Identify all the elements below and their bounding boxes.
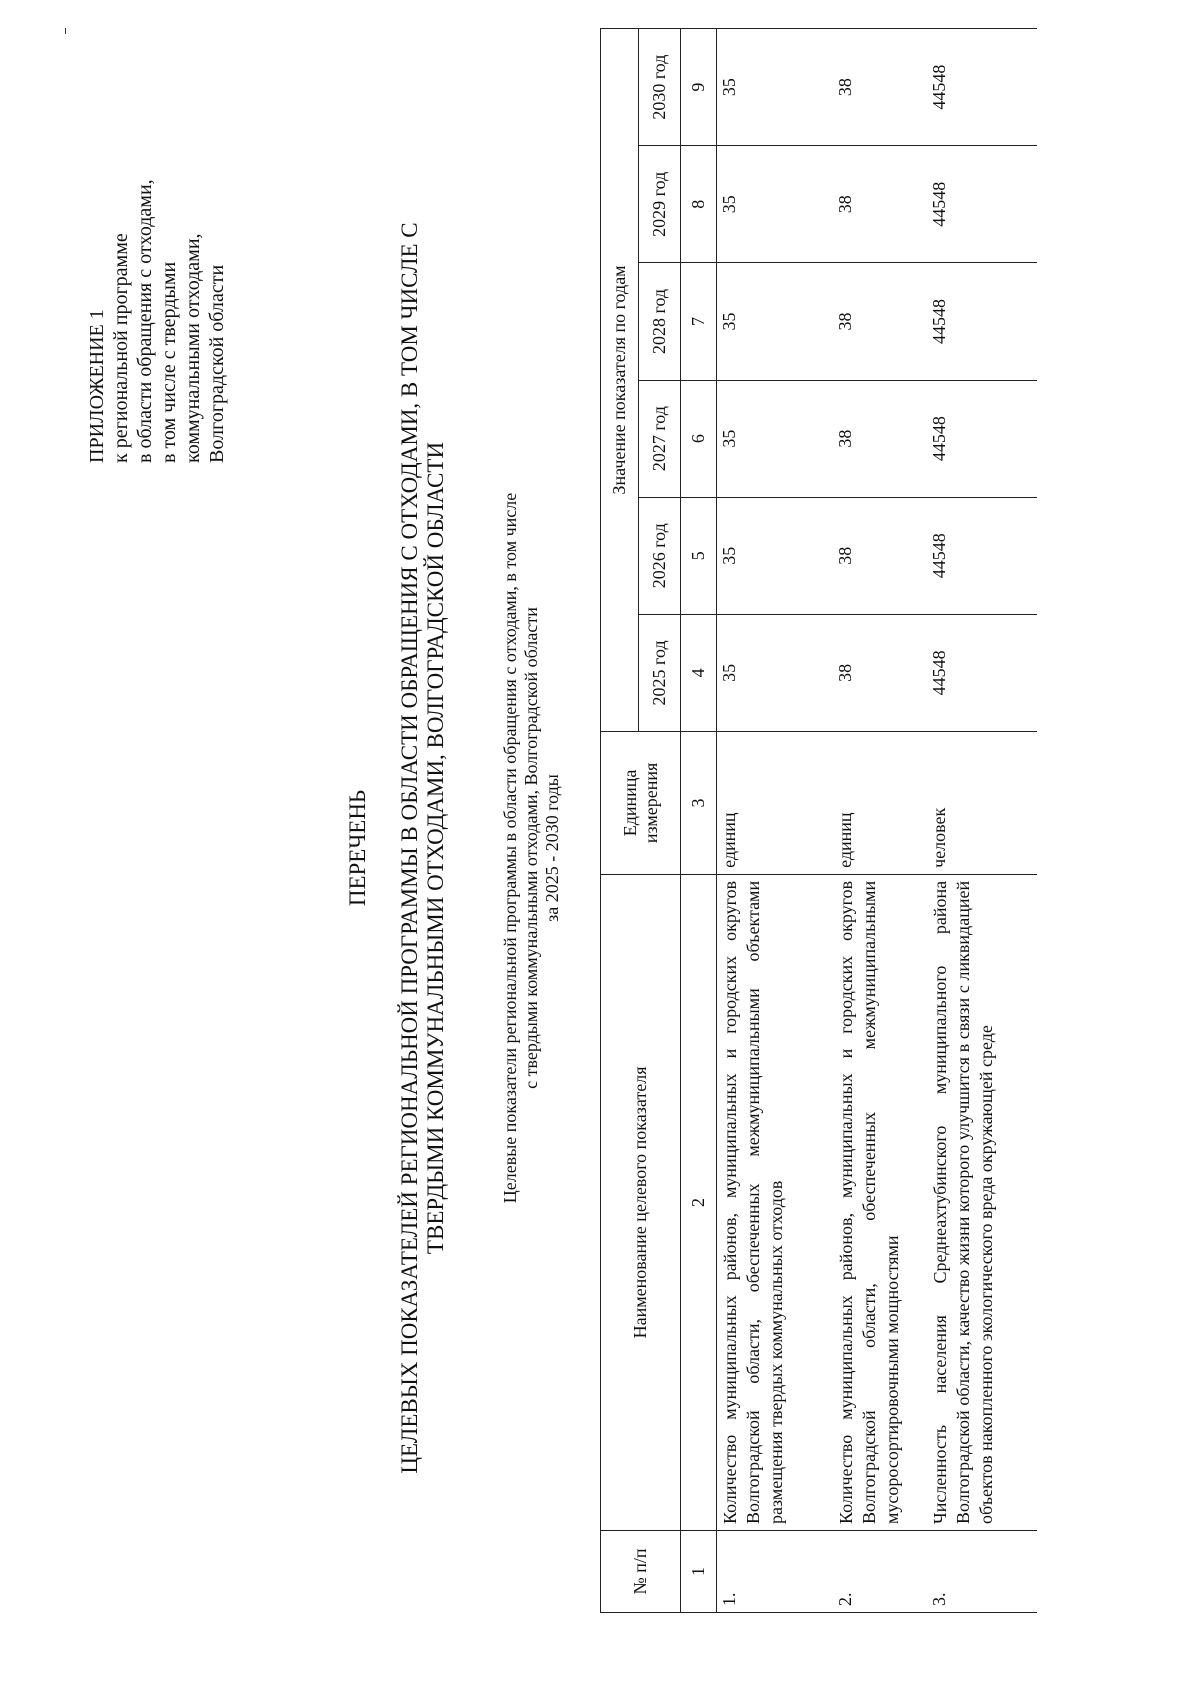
annex-line: в том числе с твердыми (158, 261, 180, 463)
annex-title: ПРИЛОЖЕНИЕ 1 (86, 309, 108, 463)
annex-line: к региональной программе (110, 233, 132, 463)
row-value: 38 (833, 146, 927, 263)
header-year: 2030 год (639, 29, 681, 146)
header-name: Наименование целевого показателя (601, 874, 681, 1530)
row-indicator-name: Количество муниципальных районов, муниципальных и городских округов Волгоградской области, обеспеченных межмуниципальными объектами размещения твердых коммунальных отходов (717, 874, 833, 1530)
row-unit: единиц (717, 731, 833, 874)
row-value: 35 (717, 614, 833, 731)
table-row (927, 29, 1037, 1613)
column-number: 6 (681, 380, 717, 497)
row-num: 1. (717, 1531, 833, 1613)
column-number: 9 (681, 29, 717, 146)
header-year: 2029 год (639, 146, 681, 263)
table-caption (500, 28, 563, 1668)
row-indicator-name: Количество муниципальных районов, муниципальных и городских округов Волгоградской области, обеспеченных межмуниципальными мусоросортировочными мощностями (833, 874, 927, 1530)
row-value: 38 (833, 263, 927, 380)
row-value: 44548 (927, 497, 1037, 614)
indicators-table (600, 28, 1037, 1613)
document-type-heading: ПЕРЕЧЕНЬ (345, 789, 370, 907)
row-num: 2. (833, 1531, 927, 1613)
annex-line: Волгоградской области (206, 264, 228, 463)
column-number: 7 (681, 263, 717, 380)
rotated-page (45, 28, 1155, 1668)
document-title-line: ЦЕЛЕВЫХ ПОКАЗАТЕЛЕЙ РЕГИОНАЛЬНОЙ ПРОГРАММЫ В ОБЛАСТИ ОБРАЩЕНИЯ С ОТХОДАМИ, В ТОМ ЧИСЛЕ С (397, 222, 422, 1474)
table-caption-line: за 2025 - 2030 годы (542, 774, 562, 922)
row-indicator-name: Численность населения Среднеахтубинского муниципального района Волгоградской области, качество жизни которого улучшится в связи с ликвидацией объектов накопленного экологического вреда окружающей среде (927, 874, 1037, 1530)
row-value: 44548 (927, 380, 1037, 497)
header-unit: Единица измерения (601, 731, 681, 874)
header-year: 2028 год (639, 263, 681, 380)
row-value: 38 (833, 29, 927, 146)
row-value: 44548 (927, 146, 1037, 263)
scan-artifact-line (65, 28, 66, 34)
row-unit: единиц (833, 731, 927, 874)
annex-line: в области обращения с отходами, (134, 179, 156, 463)
header-num: № п/п (601, 1531, 681, 1613)
row-unit: человек (927, 731, 1037, 874)
header-year: 2027 год (639, 380, 681, 497)
row-value: 35 (717, 146, 833, 263)
annex-line: коммунальными отходами, (182, 233, 204, 463)
header-values-group: Значение показателя по годам (601, 29, 639, 732)
document-title-line: ТВЕРДЫМИ КОММУНАЛЬНЫМИ ОТХОДАМИ, ВОЛГОГРАДСКОЙ ОБЛАСТИ (423, 441, 448, 1255)
row-value: 44548 (927, 263, 1037, 380)
column-number: 4 (681, 614, 717, 731)
column-number: 3 (681, 731, 717, 874)
table-caption-line: Целевые показатели региональной программы в области обращения с отходами, в том числе (500, 492, 520, 1204)
table-row (833, 29, 927, 1613)
row-value: 38 (833, 380, 927, 497)
row-value: 35 (717, 29, 833, 146)
column-numbers-row (681, 29, 717, 1613)
annex-block (85, 43, 229, 463)
column-number: 5 (681, 497, 717, 614)
row-value: 44548 (927, 29, 1037, 146)
row-value: 44548 (927, 614, 1037, 731)
table-row (717, 29, 833, 1613)
column-number: 8 (681, 146, 717, 263)
row-num: 3. (927, 1531, 1037, 1613)
document-title (397, 28, 449, 1668)
header-year: 2026 год (639, 497, 681, 614)
table-caption-line: с твердыми коммунальными отходами, Волгоградской области (521, 607, 541, 1089)
row-value: 35 (717, 380, 833, 497)
row-value: 38 (833, 497, 927, 614)
row-value: 35 (717, 497, 833, 614)
header-year: 2025 год (639, 614, 681, 731)
row-value: 35 (717, 263, 833, 380)
column-number: 2 (681, 874, 717, 1530)
table-header-row (601, 29, 639, 1613)
row-value: 38 (833, 614, 927, 731)
column-number: 1 (681, 1531, 717, 1613)
